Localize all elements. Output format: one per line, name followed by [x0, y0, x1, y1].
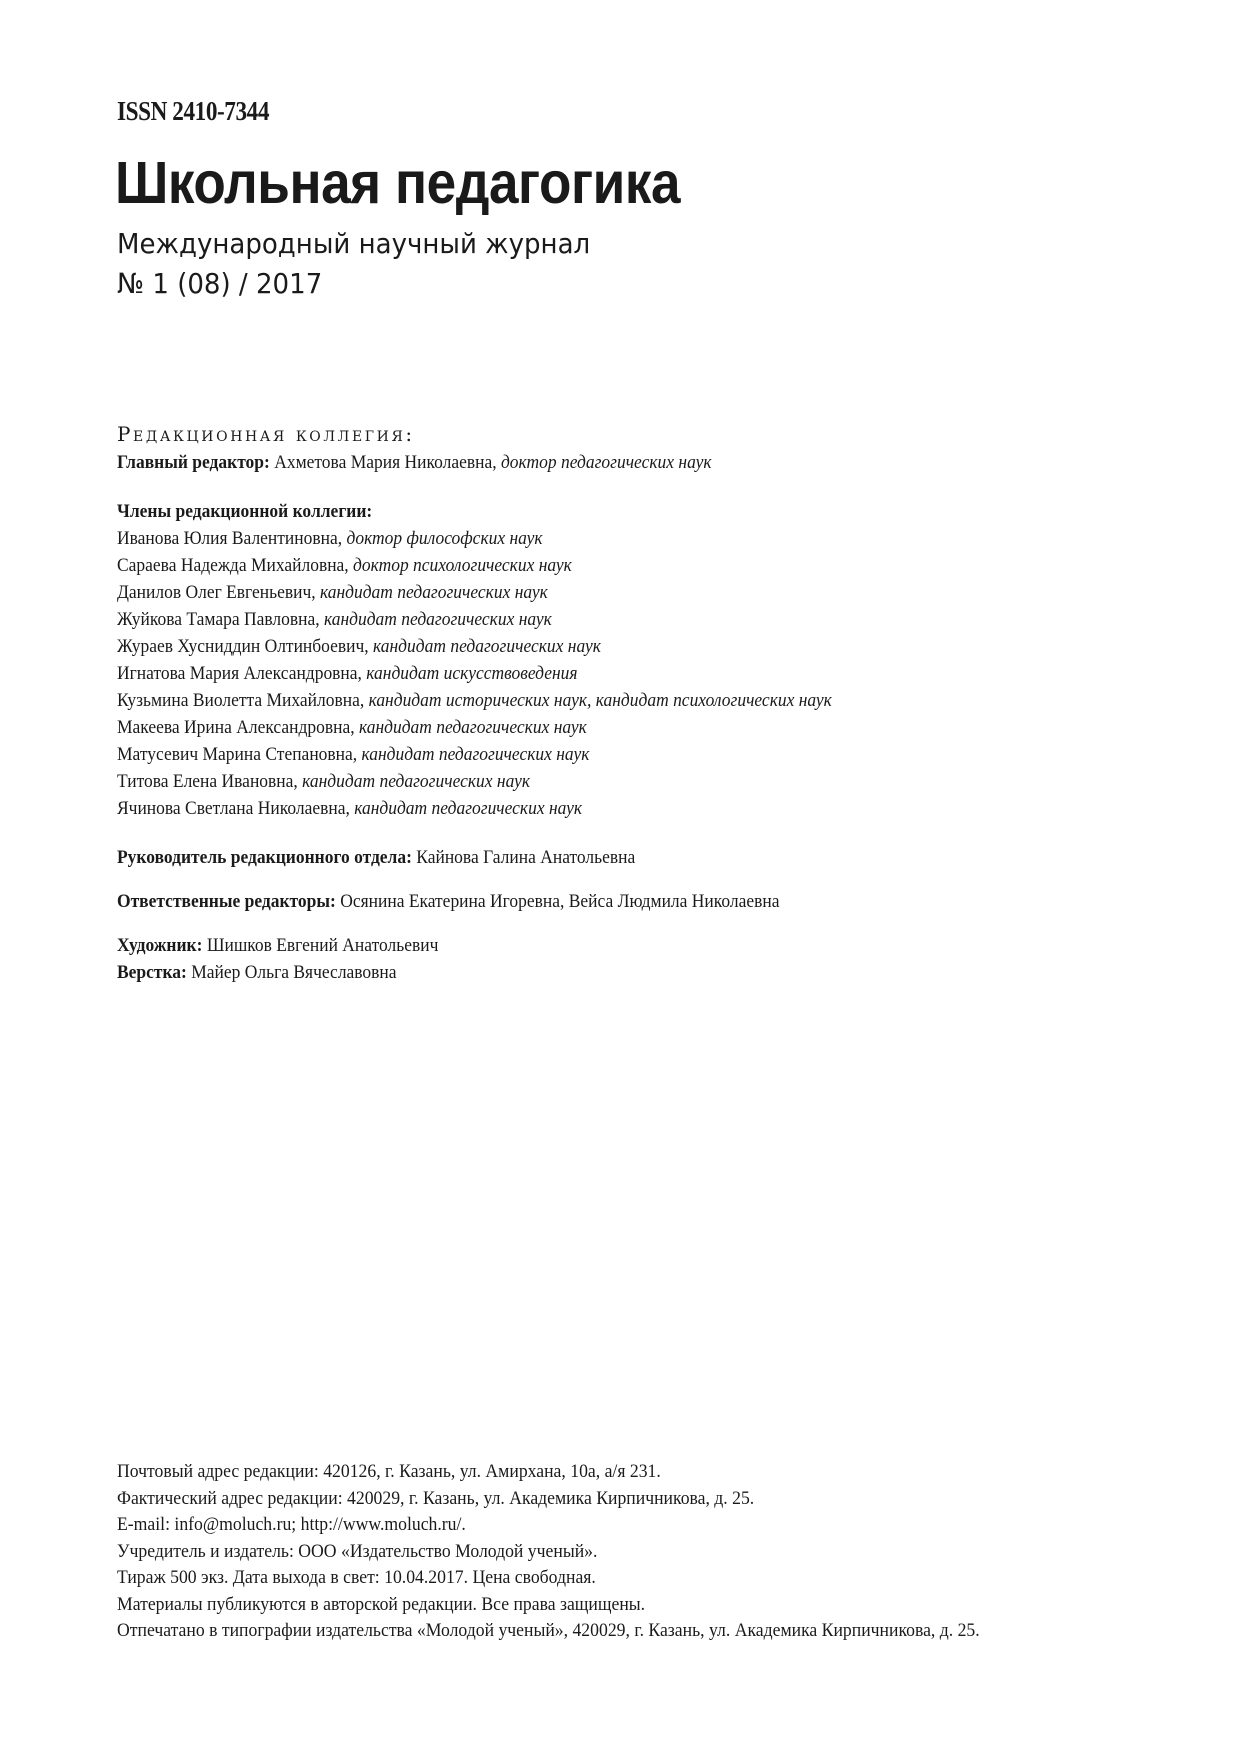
member-name: Иванова Юлия Валентиновна,	[117, 528, 343, 549]
member-degree: кандидат педагогических наук	[319, 582, 548, 603]
contact-info: E-mail: info@moluch.ru; http://www.moluch.ru/.	[117, 1514, 466, 1535]
actual-address: Фактический адрес редакции: 420029, г. Казань, ул. Академика Кирпичникова, д. 25.	[117, 1487, 755, 1509]
member-degree: кандидат педагогических наук	[302, 771, 531, 792]
board-members-label: Члены редакционной коллегии:	[117, 501, 373, 522]
board-member	[117, 714, 1083, 741]
circulation-info: Тираж 500 экз. Дата выхода в свет: 10.04.2017. Цена свободная.	[117, 1567, 596, 1588]
member-name: Макеева Ирина Александровна,	[117, 717, 355, 738]
board-member	[117, 660, 1083, 687]
board-member	[117, 633, 1083, 660]
member-degree: кандидат исторических наук, кандидат психологических наук	[368, 690, 832, 711]
artist-line	[117, 932, 1083, 959]
board-member	[117, 552, 1083, 579]
member-degree: кандидат педагогических наук	[354, 798, 583, 819]
board-member	[117, 606, 1083, 633]
printing-info: Отпечатано в типографии издательства «Молодой ученый», 420029, г. Казань, ул. Академика Кирпичникова, д. 25.	[117, 1620, 980, 1641]
founder-publisher: Учредитель и издатель: ООО «Издательство Молодой ученый».	[117, 1540, 598, 1562]
department-head-name: Кайнова Галина Анатольевна	[416, 847, 636, 868]
artist-label: Художник:	[117, 935, 203, 956]
publisher-info	[117, 1459, 1167, 1645]
layout-label: Верстка:	[117, 962, 187, 983]
rights-notice: Материалы публикуются в авторской редакции. Все права защищены.	[117, 1593, 646, 1615]
member-name: Сараева Надежда Михайловна,	[117, 555, 349, 576]
member-name: Ячинова Светлана Николаевна,	[117, 798, 350, 819]
member-name: Жуйкова Тамара Павловна,	[117, 609, 320, 630]
journal-title: Школьная педагогика	[115, 150, 681, 216]
artist-name: Шишков Евгений Анатольевич	[206, 935, 439, 956]
member-name: Жураев Хусниддин Олтинбоевич,	[117, 636, 369, 657]
member-name: Кузьмина Виолетта Михайловна,	[117, 690, 365, 711]
issue-number: № 1 (08) / 2017	[117, 267, 323, 300]
chief-editor-degree: доктор педагогических наук	[500, 452, 712, 473]
responsible-editors-line	[117, 888, 1083, 915]
department-head-line	[117, 844, 1083, 871]
member-name: Матусевич Марина Степановна,	[117, 744, 358, 765]
board-member	[117, 525, 1083, 552]
layout-line	[117, 959, 1083, 986]
responsible-editors-label: Ответственные редакторы:	[117, 891, 336, 912]
responsible-editors-names: Осянина Екатерина Игоревна, Вейса Людмила Николаевна	[340, 891, 780, 912]
journal-subtitle: Международный научный журнал	[117, 227, 591, 260]
member-degree: кандидат искусствоведения	[366, 663, 578, 684]
chief-editor-label: Главный редактор:	[117, 452, 270, 473]
member-name: Титова Елена Ивановна,	[117, 771, 298, 792]
member-degree: кандидат педагогических наук	[373, 636, 601, 657]
layout-name: Майер Ольга Вячеславовна	[191, 962, 397, 983]
board-member	[117, 795, 1083, 822]
editorial-board	[117, 420, 1167, 986]
postal-address: Почтовый адрес редакции: 420126, г. Казань, ул. Амирхана, 10а, а/я 231.	[117, 1461, 661, 1482]
board-member	[117, 741, 1083, 768]
member-name: Данилов Олег Евгеньевич,	[117, 582, 316, 603]
board-members-list	[117, 525, 1167, 822]
chief-editor-line	[117, 449, 1083, 476]
board-member	[117, 687, 1083, 714]
member-degree: кандидат педагогических наук	[323, 609, 552, 630]
editorial-board-heading: Редакционная коллегия:	[117, 422, 415, 446]
chief-editor-name: Ахметова Мария Николаевна,	[274, 452, 497, 473]
board-member	[117, 579, 1083, 606]
member-degree: доктор философских наук	[346, 528, 543, 549]
department-head-label: Руководитель редакционного отдела:	[117, 847, 412, 868]
issn-number: ISSN 2410-7344	[117, 96, 270, 126]
board-member	[117, 768, 1083, 795]
member-degree: кандидат педагогических наук	[358, 717, 587, 738]
member-degree: кандидат педагогических наук	[361, 744, 590, 765]
member-degree: доктор психологических наук	[353, 555, 572, 576]
member-name: Игнатова Мария Александровна,	[117, 663, 362, 684]
